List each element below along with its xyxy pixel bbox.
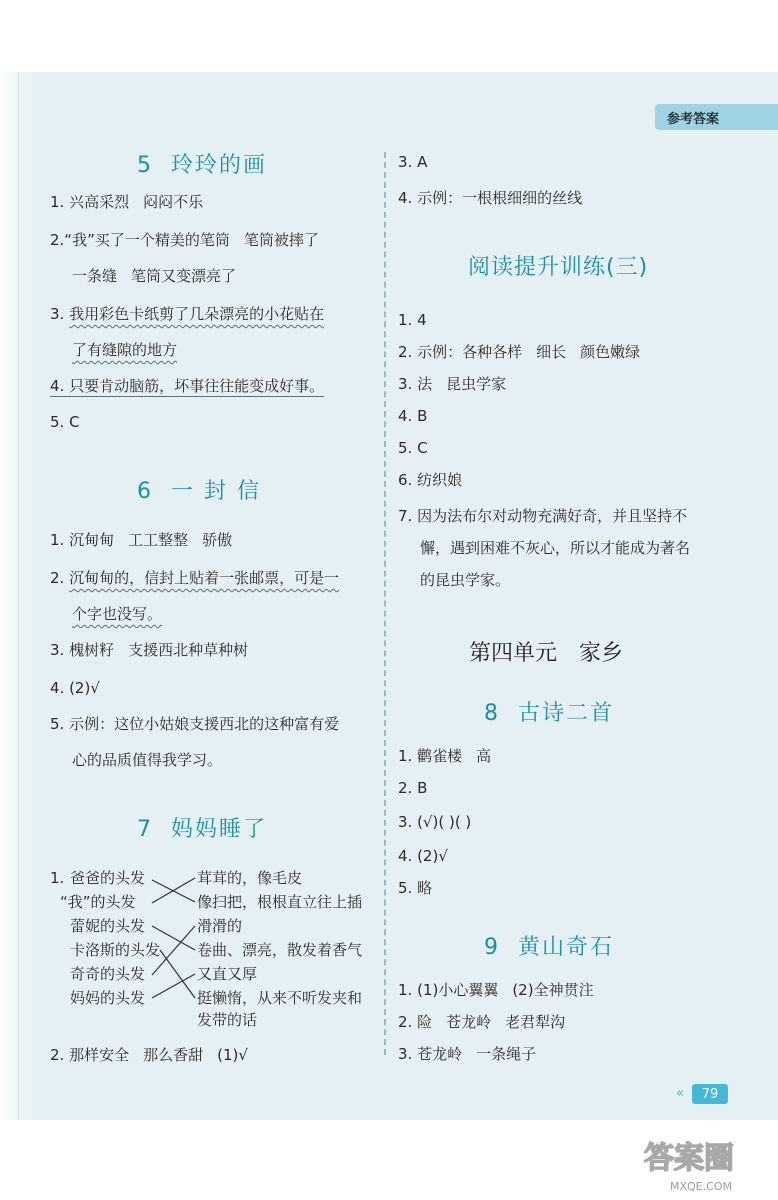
s9-answer-1 [398,980,594,1000]
section-7-number: 7 [137,817,153,842]
r-answer-3: 3. A [398,153,428,171]
s7-left-2: “我”的头发 [60,893,136,911]
reading-answer-2 [398,342,640,362]
section-9-title: 黄山奇石 [518,935,615,960]
reading-answer-7: 7. 因为法布尔对动物充满好奇，并且坚持不 [398,507,688,525]
s9-a1-part2: (2)全神贯注 [512,981,594,999]
s9-a3-part1: 3. 苍龙岭 [398,1045,463,1063]
s7-right-5: 又直又厚 [197,965,258,983]
s6-answer-4: 4. (2)√ [50,679,100,697]
reading-answer-7-cont1: 懈，遇到困难不灰心，所以才能成为著名 [420,539,691,557]
s7-answer-2 [50,1045,248,1065]
reading-a2-part3: 颜色嫩绿 [580,343,641,361]
s7-a2-part1: 2. 那样安全 [50,1046,130,1064]
unit-4-title: 第四单元 [469,641,558,666]
reading-answer-7-cont2: 的昆虫学家。 [420,571,511,589]
s6-a1-part2: 工工整整 [128,531,189,549]
s6-a1-part3: 骄傲 [202,531,233,549]
s8-answer-2: 2. B [398,779,428,797]
page-number-arrows-icon: « [676,1086,684,1101]
reading-a3-part2: 昆虫学家 [446,375,507,393]
section-8-title: 古诗二首 [518,701,615,726]
s7-left-5: 奇奇的头发 [70,965,146,983]
reading-answer-6: 6. 纺织娘 [398,471,463,489]
reading-answer-3 [398,374,506,394]
s7-left-1: 爸爸的头发 [70,869,146,887]
section-6-number: 6 [137,479,153,504]
s9-a1-part1: 1. (1)小心翼翼 [398,981,499,999]
section-9-heading [484,930,614,961]
s7-a2-part2: 那么香甜 [143,1046,204,1064]
s6-answer-5: 5. 示例：这位小姑娘支援西北的这种富有爱 [50,715,340,733]
s9-a3-part2: 一条绳子 [476,1045,537,1063]
s6-answer-5-cont: 心的品质值得我学习。 [72,751,223,769]
section-9-number: 9 [484,935,500,960]
s5-a1-part2: 闷闷不乐 [143,193,204,211]
s6-a3-part2: 支援西北种草种树 [128,641,249,659]
s9-answer-3 [398,1044,536,1064]
s9-a2-part1: 2. 险 [398,1013,433,1031]
match-line-3 [152,926,195,950]
s6-a1-part1: 1. 沉甸甸 [50,531,115,549]
s5-a3-text: 我用彩色卡纸剪了几朵漂亮的小花贴在 [69,305,325,323]
s7-left-4: 卡洛斯的头发 [70,941,161,959]
s5-a3-num: 3. [50,305,70,323]
s5-answer-5: 5. C [50,413,80,431]
reading-answer-5: 5. C [398,439,428,457]
s8-answer-1 [398,746,491,766]
s7-left-3: 蕾妮的头发 [70,917,146,935]
s7-a2-part3: (1)√ [217,1046,248,1064]
s7-right-2: 像扫把，根根直立往上插 [197,893,363,911]
page-number: 79 [692,1084,728,1104]
s7-right-3: 滑滑的 [197,917,243,935]
s5-a2-part3: 一条缝 [72,267,118,285]
s5-a4-text: 4. 只要肯动脑筋，坏事往往能变成好事。 [50,377,325,395]
section-5-number: 5 [137,153,153,178]
section-6-title: 一 封 信 [171,479,261,504]
watermark-logo [640,1136,770,1196]
s8-a1-part1: 1. 鹳雀楼 [398,747,463,765]
s6-a2-text: 沉甸甸的，信封上贴着一张邮票，可是一 [69,569,340,587]
reading-answer-1: 1. 4 [398,311,427,329]
reading-a2-part1: 2. 示例：各种各样 [398,343,523,361]
section-5-title: 玲玲的画 [171,153,268,178]
s7-right-4: 卷曲、漂亮，散发着香气 [197,941,363,959]
s8-answer-4: 4. (2)√ [398,847,448,865]
unit-4-heading [469,636,623,667]
section-7-title: 妈妈睡了 [171,817,268,842]
match-line-6 [152,974,195,998]
reading-answer-4: 4. B [398,407,428,425]
reading-a3-part1: 3. 法 [398,375,433,393]
watermark-logo-text: 答案圈 [644,1141,734,1176]
s6-a2-num: 2. [50,569,70,587]
s5-a2-part1: 2.“我”买了一个精美的笔筒 [50,231,230,249]
s8-a1-part2: 高 [476,747,492,765]
s8-answer-3: 3. (√)( )( ) [398,813,472,831]
reading-heading: 阅读提升训练(三) [468,255,649,280]
s5-a1-part1: 1. 兴高采烈 [50,193,130,211]
r-answer-4: 4. 示例：一根根细细的丝线 [398,189,583,207]
s7-right-6-cont: 发带的话 [197,1011,258,1029]
s7-right-6: 挺懒惰，从来不听发夹和 [197,989,363,1007]
unit-4-subtitle: 家乡 [579,641,624,666]
s7-match-number: 1. [50,869,65,887]
s5-a3-text-cont: 了有缝隙的地方 [72,341,178,359]
s5-a2-part2: 笔筒被摔了 [243,231,319,249]
s7-right-1: 茸茸的，像毛皮 [197,869,303,887]
section-8-number: 8 [484,701,500,726]
s6-a2-text-cont: 个字也没写。 [72,605,163,623]
s9-answer-2 [398,1012,565,1032]
s6-a3-part1: 3. 槐树籽 [50,641,115,659]
reading-a2-part2: 细长 [536,343,567,361]
header-tab: 参考答案 [655,104,778,130]
s9-a2-part3: 老君犁沟 [505,1013,566,1031]
s5-a2-part4: 笔筒又变漂亮了 [131,267,237,285]
section-8-heading [484,696,614,727]
watermark-url: MXQE.COM [670,1180,732,1193]
s7-left-6: 妈妈的头发 [70,989,146,1007]
s9-a2-part2: 苍龙岭 [446,1013,492,1031]
s8-answer-5: 5. 略 [398,879,433,897]
